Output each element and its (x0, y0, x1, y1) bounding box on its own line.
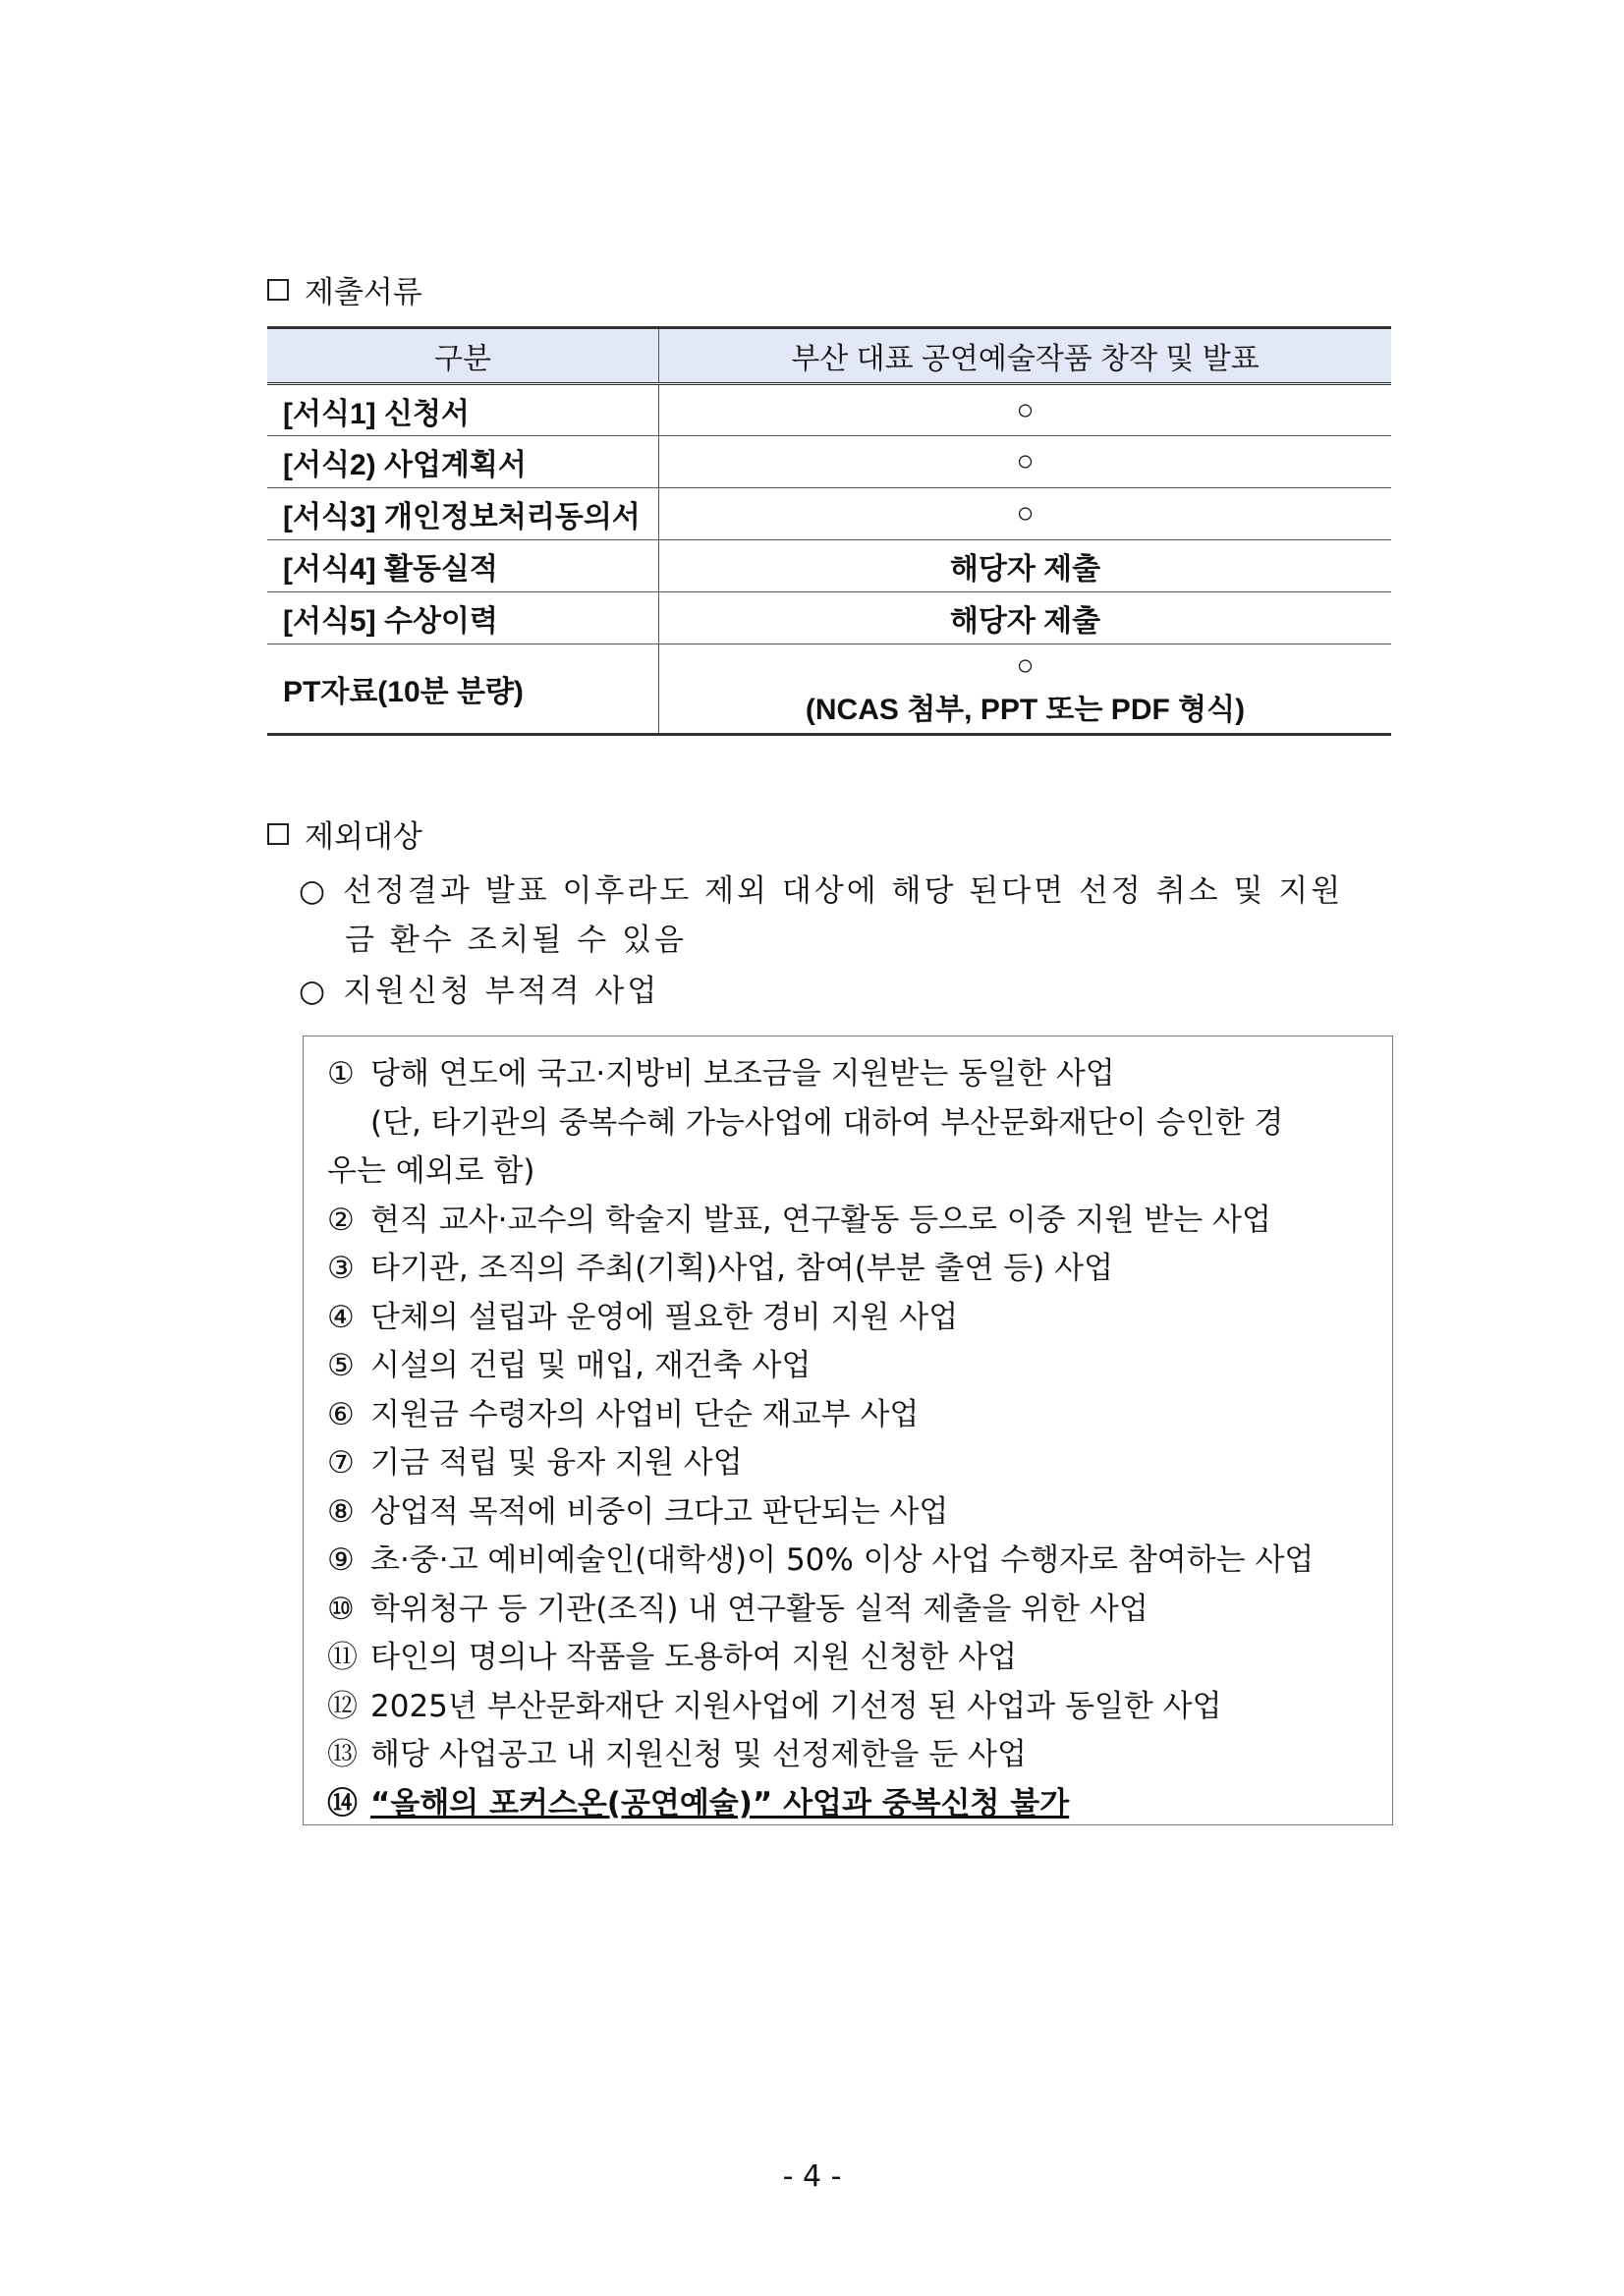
pt-format-note: (NCAS 첨부, PPT 또는 PDF 형식) (805, 694, 1246, 726)
exclusion-title-text: 제외대상 (305, 819, 422, 855)
bullet-2-text: 지원신청 부적격 사업 (343, 974, 660, 1009)
item-text: 2025년 부산문화재단 지원사업에 기선정 된 사업과 동일한 사업 (370, 1688, 1222, 1724)
header-program: 부산 대표 공연예술작품 창작 및 발표 (659, 328, 1392, 384)
row-doc-name: [서식3] 개인정보처리동의서 (267, 488, 659, 540)
submission-title-text: 제출서류 (305, 275, 422, 310)
item-number: ⑬ (327, 1737, 358, 1772)
item-number: ⑩ (327, 1591, 355, 1627)
table-row (267, 488, 1391, 540)
list-item (327, 1634, 1369, 1683)
item-text: 기금 적립 및 융자 지원 사업 (370, 1445, 743, 1481)
item-number: ② (327, 1202, 355, 1238)
exclusion-bullet-1 (299, 867, 1409, 965)
list-item (327, 1586, 1369, 1635)
list-item (327, 1197, 1369, 1246)
row-doc-name: [서식4] 활동실적 (267, 540, 659, 592)
row-doc-name: [서식1] 신청서 (267, 384, 659, 436)
item-number: ③ (327, 1251, 355, 1286)
circle-bullet-icon: ○ (299, 873, 326, 909)
header-category: 구분 (267, 328, 659, 384)
list-item (327, 1488, 1369, 1538)
table-row (267, 644, 1391, 735)
item-number: ⑤ (327, 1348, 355, 1383)
list-item (327, 1731, 1369, 1780)
checkbox-square-icon (267, 823, 289, 845)
item-number: ⑦ (327, 1445, 355, 1481)
row-doc-value (659, 384, 1392, 436)
item-text: “올해의 포커스온(공연예술)” 사업과 중복신청 불가 (370, 1785, 1070, 1821)
item-number: ⑪ (327, 1640, 358, 1675)
item-text: 학위청구 등 기관(조직) 내 연구활동 실적 제출을 위한 사업 (370, 1591, 1148, 1627)
page-number: - 4 - (782, 2159, 842, 2194)
exclusion-bullet-2 (299, 967, 1409, 1016)
item-number: ① (327, 1056, 355, 1092)
item-text: 시설의 건립 및 매입, 재건축 사업 (370, 1348, 812, 1383)
item-1-note-line-1: (단, 타기관의 중복수혜 가능사업에 대하여 부산문화재단이 승인한 경 (370, 1104, 1284, 1141)
list-item (327, 1391, 1369, 1440)
row-doc-value: 해당자 제출 (659, 540, 1392, 592)
row-doc-name: [서식5] 수상이력 (267, 592, 659, 644)
exclusion-section-title (267, 812, 422, 856)
required-circle: ○ (1016, 497, 1035, 530)
row-doc-name: [서식2) 사업계획서 (267, 436, 659, 488)
item-text: 해당 사업공고 내 지원신청 및 선정제한을 둔 사업 (370, 1737, 1027, 1772)
table-header-row (267, 328, 1391, 384)
list-item (327, 1245, 1369, 1294)
item-number: ⑥ (327, 1396, 355, 1432)
list-item (327, 1294, 1369, 1343)
item-text: 당해 연도에 국고·지방비 보조금을 지원받는 동일한 사업 (370, 1056, 1115, 1092)
list-item-highlighted (327, 1780, 1369, 1829)
row-doc-value (659, 644, 1392, 735)
table-row (267, 592, 1391, 644)
item-text: 타인의 명의나 작품을 도용하여 지원 신청한 사업 (370, 1640, 1018, 1675)
list-item (327, 1683, 1369, 1732)
list-item (327, 1342, 1369, 1391)
item-text: 현직 교사·교수의 학술지 발표, 연구활동 등으로 이중 지원 받는 사업 (370, 1202, 1271, 1238)
checkbox-square-icon (267, 279, 289, 301)
list-item (327, 1439, 1369, 1488)
row-doc-value (659, 488, 1392, 540)
table-row (267, 540, 1391, 592)
item-1-note-line-2: 우는 예외로 함) (327, 1153, 535, 1189)
row-doc-name: PT자료(10분 분량) (267, 644, 659, 735)
item-text: 상업적 목적에 비중이 크다고 판단되는 사업 (370, 1493, 949, 1530)
row-doc-value (659, 436, 1392, 488)
list-item (327, 1537, 1369, 1586)
item-number: ⑨ (327, 1542, 355, 1578)
submission-table (267, 326, 1391, 736)
table-row (267, 436, 1391, 488)
item-number: ⑭ (327, 1785, 358, 1821)
list-item (327, 1050, 1369, 1099)
item-number: ⑫ (327, 1688, 358, 1724)
required-circle: ○ (1016, 445, 1035, 477)
required-circle: ○ (1016, 393, 1035, 426)
ineligible-items-box (303, 1036, 1393, 1825)
required-circle: ○ (1016, 649, 1035, 682)
item-number: ⑧ (327, 1493, 355, 1530)
submission-section-title (267, 267, 422, 311)
item-number: ④ (327, 1299, 355, 1335)
row-doc-value: 해당자 제출 (659, 592, 1392, 644)
bullet-1-line-2: 금 환수 조치될 수 있음 (345, 923, 687, 958)
circle-bullet-icon: ○ (299, 974, 326, 1009)
bullet-1-line-1: 선정결과 발표 이후라도 제외 대상에 해당 된다면 선정 취소 및 지원 (343, 873, 1344, 909)
item-text: 타기관, 조직의 주최(기획)사업, 참여(부분 출연 등) 사업 (370, 1251, 1114, 1286)
item-text: 지원금 수령자의 사업비 단순 재교부 사업 (370, 1396, 920, 1432)
item-text: 초·중·고 예비예술인(대학생)이 50% 이상 사업 수행자로 참여하는 사업 (370, 1542, 1315, 1578)
table-row (267, 384, 1391, 436)
item-text: 단체의 설립과 운영에 필요한 경비 지원 사업 (370, 1299, 959, 1335)
